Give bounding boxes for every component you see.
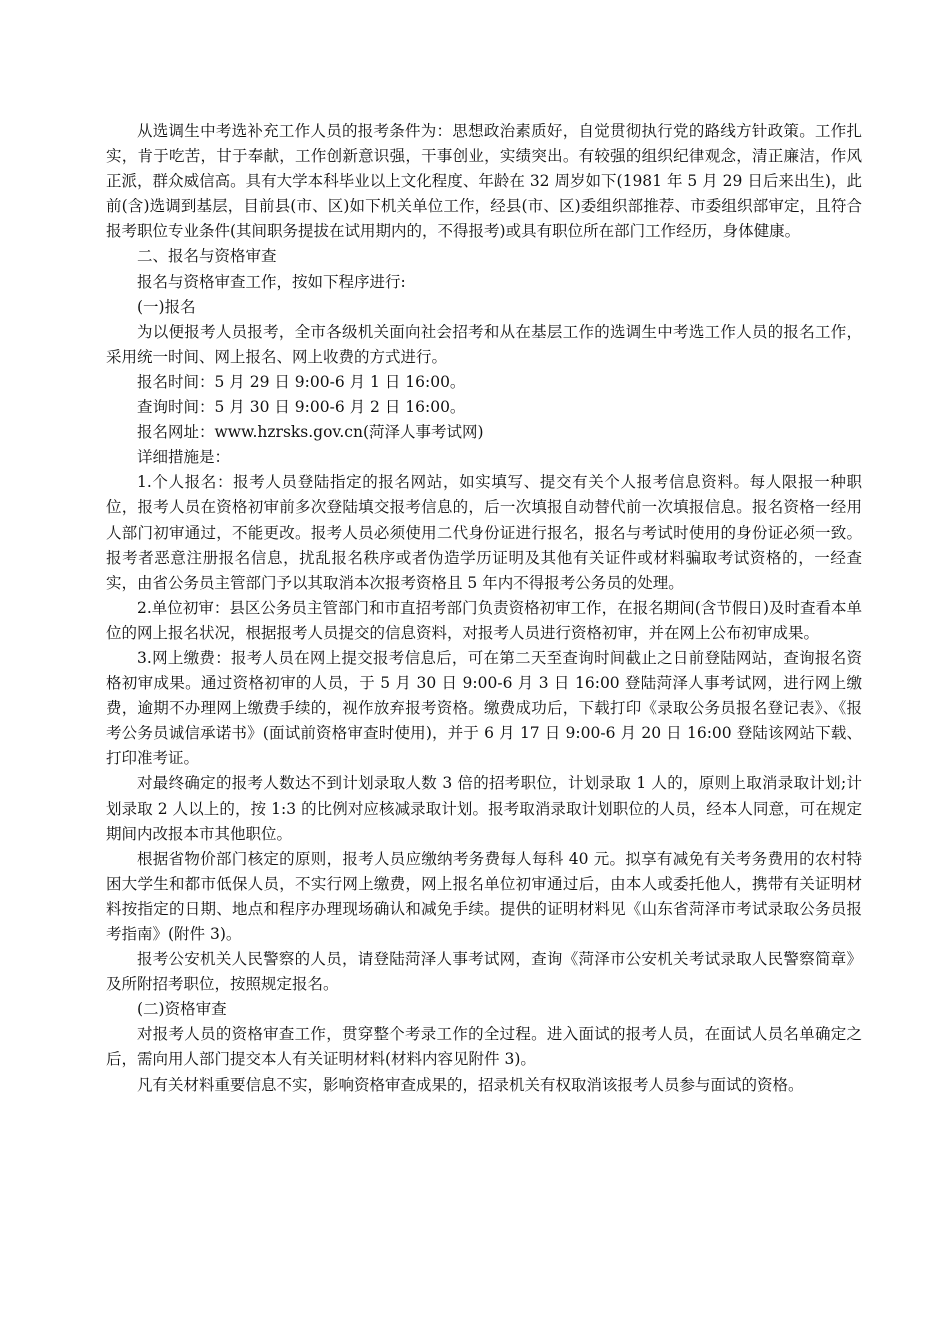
personal-registration-paragraph: 1.个人报名：报考人员登陆指定的报名网站，如实填写、提交有关个人报考信息资料。每人限报一种职位，报考人员在资格初审前多次登陆填交报考信息的，后一次填报自动替代前一次填报信息。报名资格一经用人部门初审通过，不能更改。报考人员必须使用二代身份证进行报名，报名与考试时使用的身份证必须一致。报考者恶意注册报名信息，扰乱报名秩序或者伪造学历证明及其他有关证件或材料骗取考试资格的，一经查实，由省公务员主管部门予以其取消本次报考资格且 5 年内不得报考公务员的处理。 (106, 473, 862, 592)
subsection-heading-qualification: (二)资格审查 (137, 1000, 227, 1019)
qualification-review-paragraph: 对报考人员的资格审查工作，贯穿整个考录工作的全过程。进入面试的报考人员，在面试人员名单确定之后，需向用人部门提交本人有关证明材料(材料内容见附件 3)。 (106, 1025, 862, 1069)
query-time: 查询时间：5 月 30 日 9:00-6 月 2 日 16:00。 (137, 398, 466, 417)
document-page (106, 119, 862, 1098)
section-heading-registration: 二、报名与资格审查 (137, 247, 277, 266)
police-registration-paragraph: 报考公安机关人民警察的人员，请登陆菏泽人事考试网，查询《菏泽市公安机关考试录取人民警察简章》及所附招考职位，按照规定报名。 (106, 950, 862, 994)
unit-review-paragraph: 2.单位初审：县区公务员主管部门和市直招考部门负责资格初审工作，在报名期间(含节假日)及时查看本单位的网上报名状况，根据报考人员提交的信息资料，对报考人员进行资格初审，并在网上公布初审成果。 (106, 598, 862, 642)
procedure-intro: 报名与资格审查工作，按如下程序进行: (137, 272, 406, 291)
false-info-paragraph: 凡有关材料重要信息不实，影响资格审查成果的，招录机关有权取消该报考人员参与面试的资格。 (137, 1075, 804, 1094)
registration-website: 报名网址：www.hzrsks.gov.cn(菏泽人事考试网) (137, 423, 484, 442)
registration-time: 报名时间：5 月 29 日 9:00-6 月 1 日 16:00。 (137, 372, 466, 391)
registration-method-paragraph: 为以便报考人员报考，全市各级机关面向社会招考和从在基层工作的选调生中考选工作人员的报名工作，采用统一时间、网上报名、网上收费的方式进行。 (106, 322, 862, 366)
subsection-heading-registration: (一)报名 (137, 297, 196, 316)
quota-cancellation-paragraph: 对最终确定的报考人数达不到计划录取人数 3 倍的招考职位，计划录取 1 人的，原则上取消录取计划;计划录取 2 人以上的，按 1:3 的比例对应核减录取计划。报考取消录取计划职位的人员，经本人同意，可在规定期间内改报本市其他职位。 (106, 774, 862, 843)
online-payment-paragraph: 3.网上缴费：报考人员在网上提交报考信息后，可在第二天至查询时间截止之日前登陆网站，查询报名资格初审成果。通过资格初审的人员，于 5 月 30 日 9:00-6 月 3 日 16:00 登陆菏泽人事考试网，进行网上缴费，逾期不办理网上缴费手续的，视作放弃报考资格。缴费成功后，下载打印《录取公务员报名登记表》、《报考公务员诚信承诺书》(面试前资格审查时使用)，并于 6 月 17 日 9:00-6 月 20 日 16:00 登陆该网站下载、打印准考证。 (106, 648, 862, 768)
measures-intro: 详细措施是： (137, 448, 231, 467)
eligibility-paragraph: 从选调生中考选补充工作人员的报考条件为：思想政治素质好，自觉贯彻执行党的路线方针政策。工作扎实，肯于吃苦，甘于奉献，工作创新意识强，干事创业，实绩突出。有较强的组织纪律观念，清正廉洁，作风正派，群众威信高。具有大学本科毕业以上文化程度、年龄在 32 周岁如下(1981 年 5 月 29 日后来出生)，此前(含)选调到基层，目前县(市、区)如下机关单位工作，经县(市、区)委组织部推荐、市委组织部审定，且符合报考职位专业条件(其间职务提拔在试用期内的，不得报考)或具有职位所在部门工作经历，身体健康。 (106, 122, 862, 241)
fee-paragraph: 根据省物价部门核定的原则，报考人员应缴纳考务费每人每科 40 元。拟享有减免有关考务费用的农村特困大学生和都市低保人员，不实行网上缴费，网上报名单位初审通过后，由本人或委托他人，携带有关证明材料按指定的日期、地点和程序办理现场确认和减免手续。提供的证明材料见《山东省菏泽市考试录取公务员报考指南》(附件 3)。 (106, 849, 862, 943)
